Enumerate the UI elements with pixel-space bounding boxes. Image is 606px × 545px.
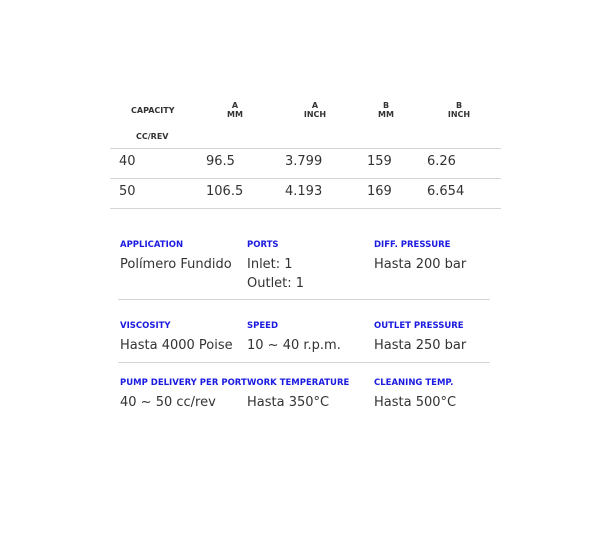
table-cell: 4.193 [285, 184, 323, 199]
spec-value: Hasta 350°C [247, 395, 330, 410]
spec-value: Inlet: 1 [247, 257, 293, 272]
header-b-inch: B INCH [447, 101, 471, 119]
spec-cleaning-temp [374, 378, 456, 412]
spec-value: Outlet: 1 [247, 276, 305, 291]
table-cell: 50 [119, 184, 136, 199]
spec-label: PORTS [247, 240, 279, 250]
spec-label: APPLICATION [120, 240, 184, 250]
table-cell: 3.799 [285, 154, 323, 169]
table-divider [110, 148, 501, 149]
table-cell: 169 [367, 184, 392, 199]
spec-label: SPEED [247, 321, 279, 331]
spec-application [120, 240, 232, 274]
table-cell: 40 [119, 154, 136, 169]
spec-label: OUTLET PRESSURE [374, 321, 464, 331]
spec-divider [118, 299, 490, 300]
spec-diff-pressure [374, 240, 466, 274]
spec-label: DIFF. PRESSURE [374, 240, 451, 250]
spec-label: CLEANING TEMP. [374, 378, 454, 388]
table-cell: 6.26 [427, 154, 456, 169]
table-cell: 6.654 [427, 184, 465, 199]
spec-value: Hasta 250 bar [374, 338, 467, 353]
header-capacity-unit: CC/REV [136, 132, 169, 141]
spec-pump-delivery [120, 378, 247, 412]
spec-label: VISCOSITY [120, 321, 171, 331]
spec-value: Hasta 500°C [374, 395, 457, 410]
spec-work-temperature [247, 378, 349, 412]
table-cell: 159 [367, 154, 392, 169]
header-capacity: CAPACITY [131, 106, 175, 115]
table-cell: 106.5 [206, 184, 244, 199]
spec-speed [247, 321, 341, 355]
header-a-inch: A INCH [303, 101, 327, 119]
spec-label: WORK TEMPERATURE [247, 378, 350, 388]
table-cell: 96.5 [206, 154, 235, 169]
spec-value: Polímero Fundido [120, 257, 232, 272]
spec-viscosity [120, 321, 233, 355]
table-divider [110, 178, 501, 179]
spec-value: 10 ~ 40 r.p.m. [247, 338, 341, 353]
spec-value: Hasta 200 bar [374, 257, 467, 272]
header-b-mm: B MM [378, 101, 394, 119]
spec-outlet-pressure [374, 321, 466, 355]
spec-ports [247, 240, 304, 293]
spec-divider [118, 362, 490, 363]
spec-value: Hasta 4000 Poise [120, 338, 233, 353]
table-divider [110, 208, 501, 209]
header-a-mm: A MM [227, 101, 243, 119]
spec-label: PUMP DELIVERY PER PORT [120, 378, 247, 388]
spec-value: 40 ~ 50 cc/rev [120, 395, 216, 410]
